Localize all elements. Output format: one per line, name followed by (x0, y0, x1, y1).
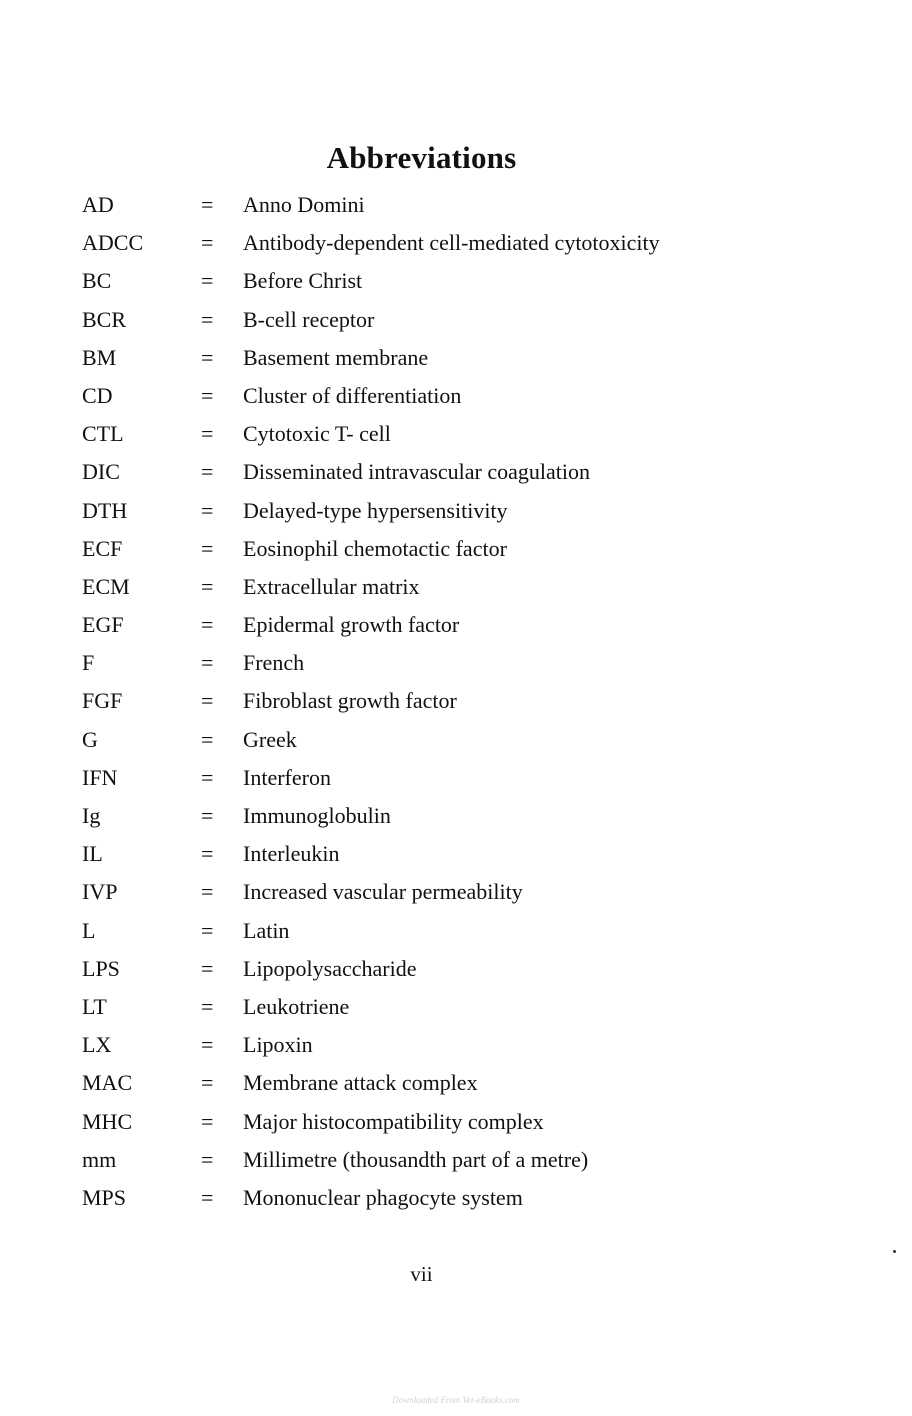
abbreviation-term: CD (82, 382, 113, 408)
equals-sign: = (201, 993, 214, 1019)
equals-sign: = (201, 726, 214, 752)
abbreviation-row (82, 530, 842, 568)
abbreviation-term: IL (82, 841, 103, 867)
abbreviation-term: MHC (82, 1108, 133, 1134)
equals-sign: = (201, 764, 214, 790)
abbreviation-term: L (82, 917, 96, 943)
abbreviation-row (82, 682, 842, 720)
equals-sign: = (201, 612, 214, 638)
abbreviation-definition: Epidermal growth factor (243, 612, 460, 638)
abbreviation-row (82, 759, 842, 797)
abbreviation-list (82, 186, 842, 1217)
abbreviation-definition: Before Christ (243, 268, 363, 294)
equals-sign: = (201, 650, 214, 676)
equals-sign: = (201, 917, 214, 943)
equals-sign: = (201, 1032, 214, 1058)
abbreviation-definition: Antibody-dependent cell-mediated cytotoxicity (243, 230, 660, 256)
equals-sign: = (201, 421, 214, 447)
abbreviation-term: DIC (82, 459, 120, 485)
abbreviation-row (82, 835, 842, 873)
abbreviation-row (82, 950, 842, 988)
abbreviation-term: Ig (82, 803, 101, 828)
abbreviation-definition: Eosinophil chemotactic factor (243, 535, 507, 561)
equals-sign: = (201, 459, 214, 485)
abbreviation-row (82, 453, 842, 491)
abbreviation-term: FGF (82, 688, 123, 714)
abbreviation-row (82, 1103, 842, 1141)
abbreviation-row (82, 988, 842, 1026)
abbreviation-row (82, 377, 842, 415)
equals-sign: = (201, 382, 214, 408)
equals-sign: = (201, 268, 214, 294)
abbreviation-row (82, 606, 842, 644)
abbreviation-row (82, 186, 842, 224)
abbreviation-definition: Greek (243, 726, 297, 752)
abbreviation-term: F (82, 650, 95, 676)
abbreviation-definition: Membrane attack complex (243, 1070, 478, 1096)
abbreviation-definition: Increased vascular permeability (243, 879, 523, 905)
page-title: Abbreviations (326, 140, 517, 175)
abbreviation-definition: Cluster of differentiation (243, 382, 462, 408)
abbreviation-term: MPS (82, 1184, 127, 1210)
abbreviation-definition: French (243, 650, 305, 676)
abbreviation-term: ECM (82, 573, 130, 599)
abbreviation-row (82, 797, 842, 835)
equals-sign: = (201, 955, 214, 981)
abbreviation-definition: Millimetre (thousandth part of a metre) (243, 1146, 589, 1172)
abbreviation-definition: Latin (243, 917, 290, 943)
equals-sign: = (201, 306, 214, 332)
abbreviation-definition: Anno Domini (243, 192, 365, 217)
abbreviation-definition: B-cell receptor (243, 306, 375, 332)
abbreviation-row (82, 492, 842, 530)
abbreviation-row (82, 1179, 842, 1217)
abbreviation-definition: Lipoxin (243, 1032, 313, 1058)
abbreviation-definition: Leukotriene (243, 993, 350, 1019)
equals-sign: = (201, 841, 214, 867)
abbreviation-row (82, 644, 842, 682)
equals-sign: = (201, 1184, 214, 1210)
abbreviation-term: LX (82, 1032, 112, 1058)
equals-sign: = (201, 535, 214, 561)
abbreviation-row (82, 415, 842, 453)
abbreviation-row (82, 912, 842, 950)
abbreviation-term: IVP (82, 879, 118, 905)
abbreviation-term: MAC (82, 1070, 133, 1096)
abbreviation-term: CTL (82, 421, 124, 447)
abbreviation-definition: Fibroblast growth factor (243, 688, 457, 714)
abbreviation-definition: Extracellular matrix (243, 573, 420, 599)
abbreviation-term: mm (82, 1146, 117, 1172)
equals-sign: = (201, 1070, 214, 1096)
abbreviation-term: EGF (82, 612, 124, 638)
abbreviation-row (82, 873, 842, 911)
abbreviation-definition: Disseminated intravascular coagulation (243, 459, 590, 485)
abbreviation-row (82, 721, 842, 759)
equals-sign: = (201, 573, 214, 599)
equals-sign: = (201, 497, 214, 523)
abbreviation-definition: Immunoglobulin (243, 803, 391, 828)
abbreviation-definition: Basement membrane (243, 344, 429, 370)
abbreviation-definition: Interferon (243, 764, 331, 790)
watermark-text: Downloaded From Vet-eBooks.com (392, 1395, 520, 1405)
abbreviation-row (82, 1026, 842, 1064)
abbreviation-definition: Lipopolysaccharide (243, 955, 417, 981)
abbreviation-row (82, 262, 842, 300)
abbreviation-term: BCR (82, 306, 127, 332)
equals-sign: = (201, 688, 214, 714)
abbreviation-term: BC (82, 268, 112, 294)
equals-sign: = (201, 344, 214, 370)
abbreviation-row (82, 339, 842, 377)
abbreviation-row (82, 301, 842, 339)
equals-sign: = (201, 230, 214, 256)
abbreviation-row (82, 1064, 842, 1102)
abbreviation-definition: Major histocompatibility complex (243, 1108, 544, 1134)
abbreviation-definition: Interleukin (243, 841, 340, 867)
abbreviation-row (82, 1141, 842, 1179)
equals-sign: = (201, 1108, 214, 1134)
abbreviation-term: LPS (82, 955, 120, 981)
abbreviation-row (82, 224, 842, 262)
abbreviation-definition: Mononuclear phagocyte system (243, 1184, 523, 1210)
abbreviation-definition: Cytotoxic T- cell (243, 421, 391, 447)
abbreviation-term: BM (82, 344, 117, 370)
abbreviation-term: DTH (82, 497, 128, 523)
abbreviation-term: AD (82, 192, 114, 217)
equals-sign: = (201, 1146, 214, 1172)
abbreviation-term: LT (82, 993, 107, 1019)
equals-sign: = (201, 192, 214, 217)
equals-sign: = (201, 803, 214, 828)
abbreviation-definition: Delayed-type hypersensitivity (243, 497, 508, 523)
page-number: vii (410, 1262, 433, 1286)
abbreviation-term: G (82, 726, 98, 752)
stray-mark (893, 1250, 896, 1253)
abbreviation-term: ECF (82, 535, 123, 561)
abbreviation-row (82, 568, 842, 606)
abbreviation-term: IFN (82, 764, 118, 790)
abbreviation-term: ADCC (82, 230, 144, 256)
equals-sign: = (201, 879, 214, 905)
